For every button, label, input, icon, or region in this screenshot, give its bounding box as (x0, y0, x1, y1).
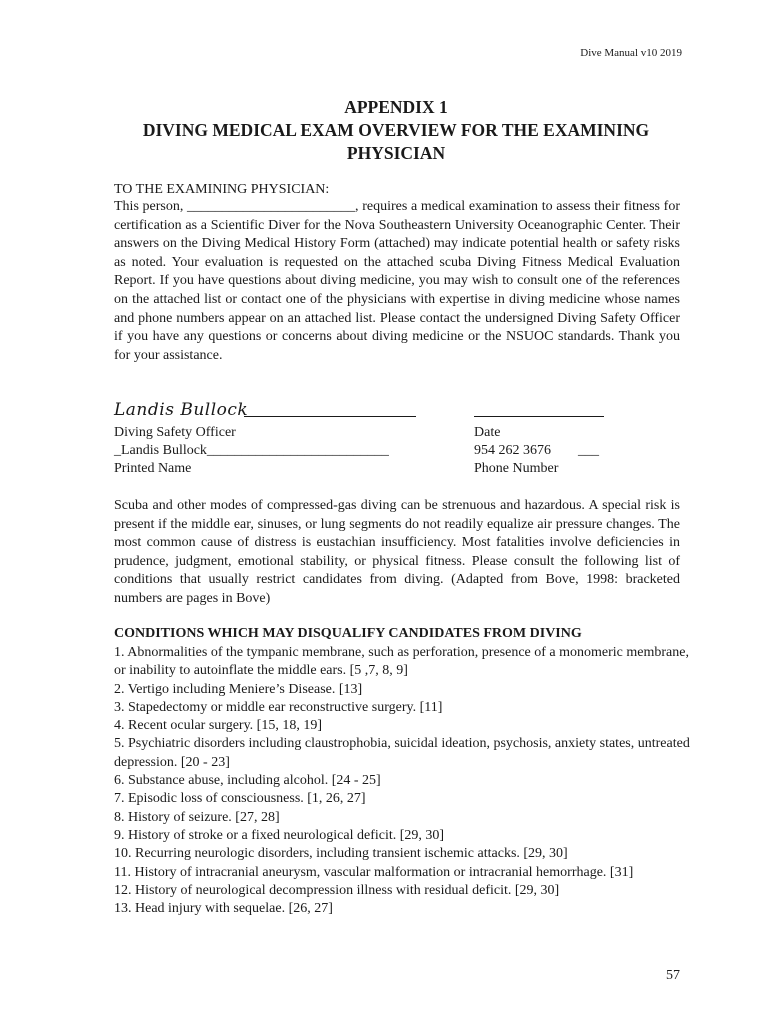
list-item: 10. Recurring neurologic disorders, including transient ischemic attacks. [29, 30] (114, 846, 568, 862)
phone-label: Phone Number (474, 461, 559, 476)
list-item: 3. Stapedectomy or middle ear reconstructive surgery. [11] (114, 699, 443, 715)
title-line-3: PHYSICIAN (346, 143, 446, 163)
list-item: 5. Psychiatric disorders including claustrophobia, suicidal ideation, psychosis, anxiety states, untreated depression. [20 - 23] (114, 736, 690, 770)
signature-line (244, 416, 416, 417)
date-line (474, 416, 604, 417)
phone-trailing-blank: ___ (578, 443, 599, 458)
role-label: Diving Safety Officer (114, 425, 236, 440)
list-item: 11. History of intracranial aneurysm, vascular malformation or intracranial hemorrhage. [31] (114, 864, 634, 880)
phone-value: 954 262 3676 (474, 443, 551, 458)
intro-paragraph: This person, ________________________, requires a medical examination to assess their fitness for certification as a Scientific Diver for the Nova Southeastern University Oceanographic Center. Their answers on the Diving Medical History Form (attached) may indicate potential health or safety risks as noted. Your evaluation is requested on the attached scuba Diving Fitness Medical Evaluation Report. If you have questions about diving medicine, you may wish to consult one of the references on the attached list or contact one of the physicians with expertise in diving medicine whose names and phone numbers appear on an attached list. Please contact the undersigned Diving Safety Officer if you have any questions or concerns about diving medicine or the NSUOC standards. Thank you for your assistance. (114, 199, 680, 363)
title-line-2: DIVING MEDICAL EXAM OVERVIEW FOR THE EXAMINING (142, 120, 650, 140)
list-item: 13. Head injury with sequelae. [26, 27] (114, 901, 333, 917)
date-label: Date (474, 425, 501, 440)
page-number: 57 (666, 968, 680, 983)
conditions-list (114, 644, 694, 918)
list-item: 4. Recent ocular surgery. [15, 18, 19] (114, 718, 322, 734)
list-item: 7. Episodic loss of consciousness. [1, 26, 27] (114, 791, 366, 807)
warning-paragraph: Scuba and other modes of compressed-gas diving can be strenuous and hazardous. A special risk is present if the middle ear, sinuses, or lung segments do not readily equalize air pressure changes. The most common cause of distress is eustachian insufficiency. Most fatalities involve deficiencies in prudence, judgment, emotional stability, or physical fitness. Please consult the following list of conditions that usually restrict candidates from diving. (Adapted from Bove, 1998: bracketed numbers are pages in Bove) (114, 498, 680, 606)
title-line-1: APPENDIX 1 (344, 97, 448, 117)
page-title (112, 96, 680, 165)
list-item: 1. Abnormalities of the tympanic membrane, such as perforation, presence of a monomeric membrane, or inability to autoinflate the middle ears. [5 ,7, 8, 9] (114, 645, 689, 679)
printed-name-value: _Landis Bullock__________________________ (114, 443, 389, 458)
list-item: 6. Substance abuse, including alcohol. [24 - 25] (114, 773, 381, 789)
handwritten-signature: Landis Bullock (114, 400, 249, 420)
list-item: 8. History of seizure. [27, 28] (114, 809, 280, 825)
printed-name-label: Printed Name (114, 461, 192, 476)
manual-version-header: Dive Manual v10 2019 (580, 47, 682, 59)
list-item: 9. History of stroke or a fixed neurological deficit. [29, 30] (114, 827, 445, 843)
salutation: TO THE EXAMINING PHYSICIAN: (114, 182, 330, 197)
conditions-heading: CONDITIONS WHICH MAY DISQUALIFY CANDIDATES FROM DIVING (114, 626, 582, 641)
list-item: 2. Vertigo including Meniere’s Disease. [13] (114, 681, 363, 697)
list-item: 12. History of neurological decompression illness with residual deficit. [29, 30] (114, 882, 560, 898)
